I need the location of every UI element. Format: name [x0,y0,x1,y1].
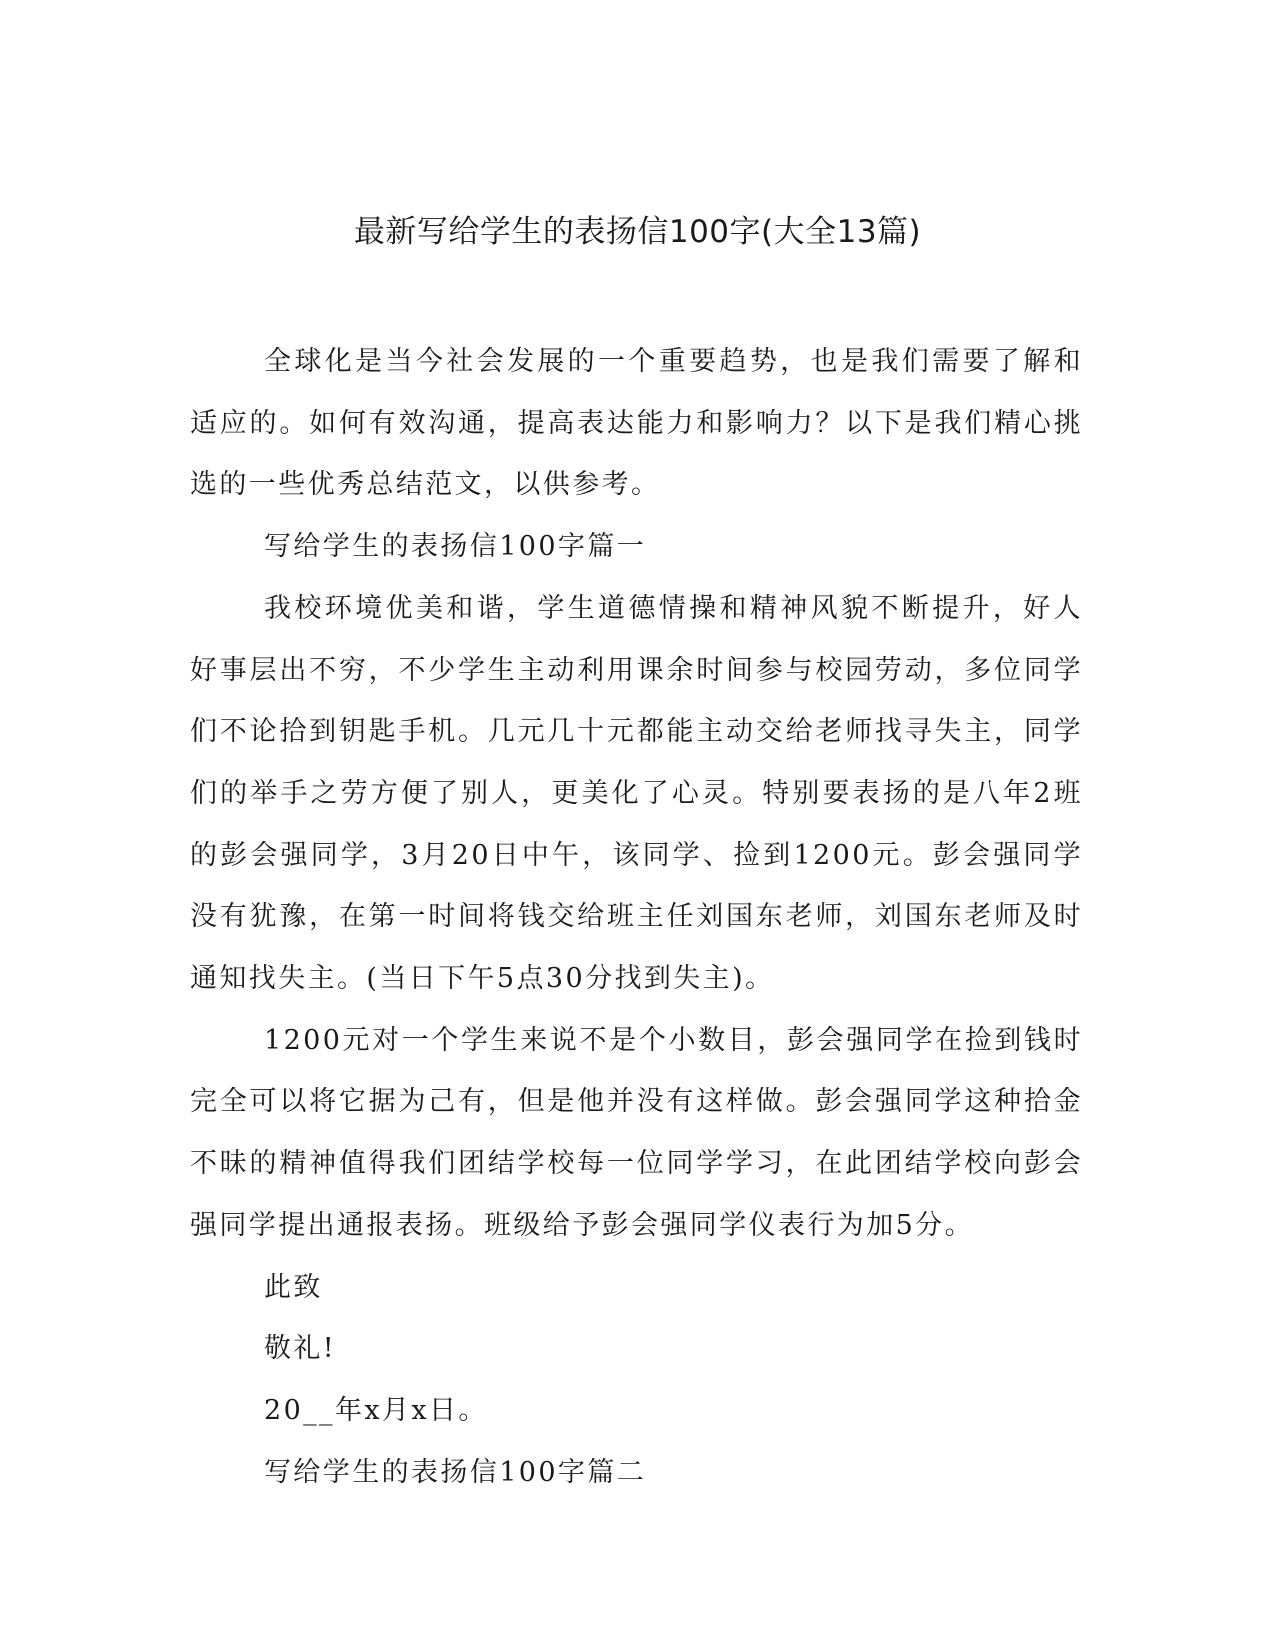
section-heading-1: 写给学生的表扬信100字篇一 [264,531,647,563]
letter-paragraph-1: 我校环境优美和谐，学生道德情操和精神风貌不断提升，好人好事层出不穷，不少学生主动利用课余时间参与校园劳动，多位同学们不论拾到钥匙手机。几元几十元都能主动交给老师找寻失主，同学们的举手之劳方便了别人，更美化了心灵。特别要表扬的是八年2班的彭会强同学，3月20日中午，该同学、捡到1200元。彭会强同学没有犹豫，在第一时间将钱交给班主任刘国东老师，刘国东老师及时通知找失主。(当日下午5点30分找到失主)。 [190,592,1083,995]
closing: 敬礼! [264,1333,337,1365]
section-heading-2: 写给学生的表扬信100字篇二 [264,1456,647,1488]
intro-paragraph: 全球化是当今社会发展的一个重要趋势，也是我们需要了解和适应的。如何有效沟通，提高表达能力和影响力？以下是我们精心挑选的一些优秀总结范文，以供参考。 [190,346,1083,501]
salutation: 此致 [264,1271,323,1303]
document-title: 最新写给学生的表扬信100字(大全13篇) [353,214,922,250]
document-body [190,331,1083,1503]
date-line: 20__年x月x日。 [264,1394,488,1426]
letter-paragraph-2: 1200元对一个学生来说不是个小数目，彭会强同学在捡到钱时完全可以将它据为己有，但是他并没有这样做。彭会强同学这种拾金不昧的精神值得我们团结学校每一位同学学习，在此团结学校向彭会强同学提出通报表扬。班级给予彭会强同学仪表行为加5分。 [190,1024,1083,1241]
